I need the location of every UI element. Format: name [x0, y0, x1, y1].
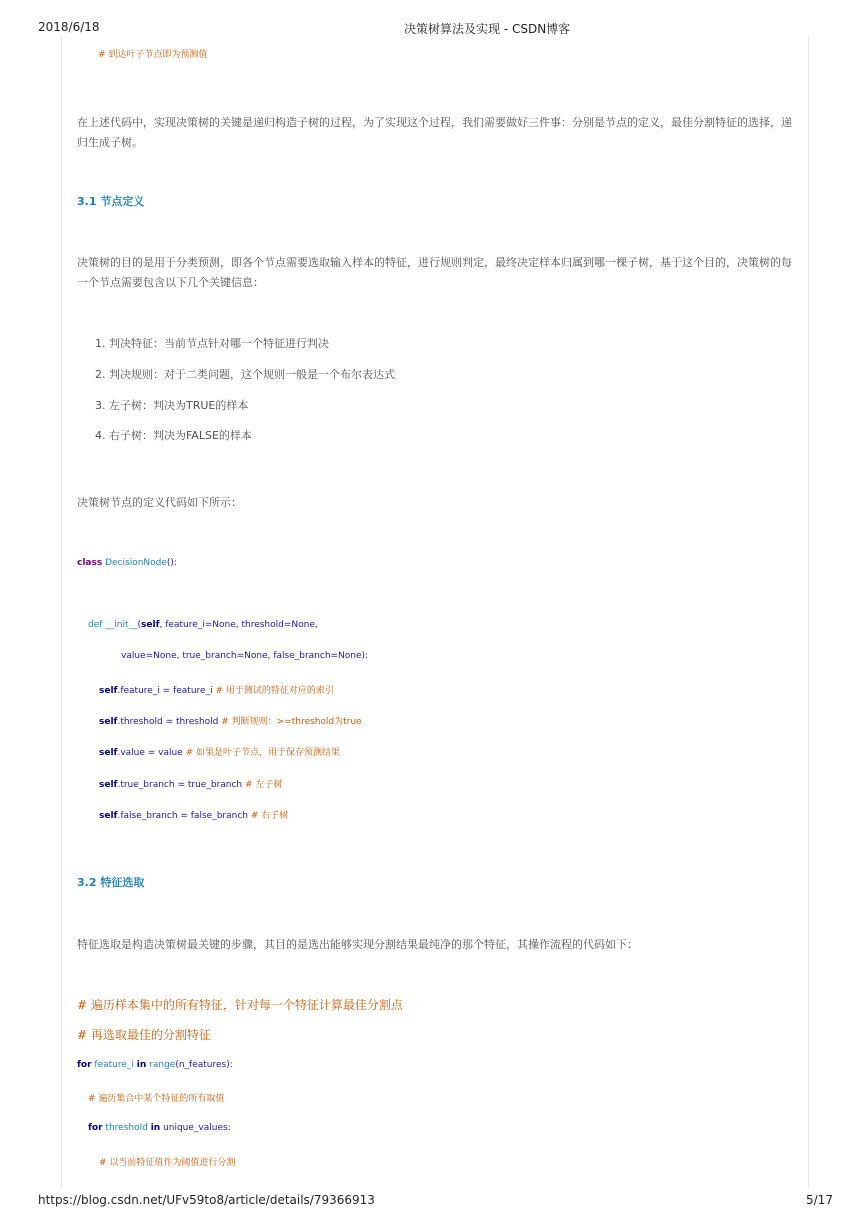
code-comment: # 右子树 [250, 811, 289, 821]
code-comment-leaf: # 到达叶子节点即为预测值 [98, 50, 208, 60]
code-keyword: def [88, 620, 103, 630]
code-text: .feature_i = feature_i [117, 686, 213, 696]
footer-page-number: 5/17 [806, 1193, 833, 1207]
code-text: , feature_i=None, threshold=None, [159, 620, 318, 630]
code-keyword: in [150, 1123, 161, 1133]
paragraph-node-code-intro: 决策树节点的定义代码如下所示： [77, 496, 242, 509]
code-line-for-features [77, 1060, 233, 1070]
code-comment-iterate-values: # 遍历集合中某个特征的所有取值 [88, 1094, 225, 1104]
code-keyword: for [88, 1123, 103, 1133]
list-item-2: 2. 判决规则：对于二类问题，这个规则一般是一个布尔表达式 [95, 368, 395, 381]
code-text: unique_values: [163, 1123, 231, 1133]
code-comment: # 判断规则：>=threshold为true [221, 717, 362, 727]
content-frame-left [61, 36, 62, 1188]
code-text: .false_branch = false_branch [117, 811, 248, 821]
code-comment: # 如果是叶子节点，用于保存预测结果 [185, 748, 341, 758]
code-line-self-feature [99, 683, 334, 696]
footer-url: https://blog.csdn.net/UFv59to8/article/details/79366913 [38, 1193, 375, 1207]
paragraph-node-purpose-line1: 决策树的目的是用于分类预测，即各个节点需要选取输入样本的特征，进行规则判定，最终决定样本归属到哪一棵子树，基于这个目的，决策树的每 [77, 256, 792, 269]
section-heading-feature-selection: 3.2 特征选取 [77, 876, 145, 889]
code-function-name: __init__ [105, 620, 138, 630]
list-item-3: 3. 左子树：判决为TRUE的样本 [95, 399, 249, 412]
paragraph-node-purpose-line2: 一个节点需要包含以下几个关键信息： [77, 276, 264, 289]
code-keyword: class [77, 558, 103, 568]
code-builtin: range [149, 1060, 176, 1070]
header-title: 决策树算法及实现 - CSDN博客 [404, 22, 571, 36]
code-comment-select-best: # 再选取最佳的分割特征 [77, 1028, 211, 1042]
content-frame-right [808, 36, 809, 1188]
code-text: .value = value [117, 748, 183, 758]
code-class-name: DecisionNode [105, 558, 167, 568]
code-self: self [99, 780, 118, 790]
code-text: ( [137, 620, 142, 630]
code-line-self-true-branch [99, 777, 282, 790]
code-comment-split: # 以当前特征值作为阈值进行分割 [99, 1158, 236, 1168]
code-self: self [99, 686, 118, 696]
code-comment-iterate-features: # 遍历样本集中的所有特征，针对每一个特征计算最佳分割点 [77, 998, 403, 1012]
code-comment: # 左子树 [244, 780, 283, 790]
code-text: (): [166, 558, 177, 568]
paragraph-intro-line1: 在上述代码中，实现决策树的关键是递归构造子树的过程，为了实现这个过程，我们需要做好三件事：分别是节点的定义，最佳分割特征的选择，递 [77, 116, 792, 129]
paragraph-intro-line2: 归生成子树。 [77, 136, 143, 149]
code-text: .true_branch = true_branch [117, 780, 243, 790]
code-self: self [99, 748, 118, 758]
code-self: self [99, 717, 118, 727]
code-text: (n_features): [175, 1060, 233, 1070]
list-item-4: 4. 右子树：判决为FALSE的样本 [95, 429, 252, 442]
header-date: 2018/6/18 [38, 20, 100, 34]
code-line-def-cont: value=None, true_branch=None, false_branch=None): [121, 651, 369, 661]
code-text: .threshold = threshold [117, 717, 219, 727]
code-self: self [99, 811, 118, 821]
code-keyword: in [136, 1060, 147, 1070]
code-line-def [88, 620, 318, 630]
code-self: self [141, 620, 160, 630]
code-line-class [77, 558, 177, 568]
code-keyword: for [77, 1060, 92, 1070]
code-line-self-value [99, 745, 340, 758]
code-line-self-threshold [99, 714, 362, 727]
list-item-1: 1. 判决特征：当前节点针对哪一个特征进行判决 [95, 337, 329, 350]
code-variable: threshold [105, 1123, 148, 1133]
code-comment: # 用于测试的特征对应的索引 [215, 686, 334, 696]
paragraph-feature-selection: 特征选取是构造决策树最关键的步骤，其目的是选出能够实现分割结果最纯净的那个特征，其操作流程的代码如下： [77, 938, 638, 951]
code-variable: feature_i [94, 1060, 134, 1070]
code-line-self-false-branch [99, 808, 288, 821]
section-heading-node-definition: 3.1 节点定义 [77, 195, 145, 208]
code-line-for-threshold [88, 1123, 231, 1133]
